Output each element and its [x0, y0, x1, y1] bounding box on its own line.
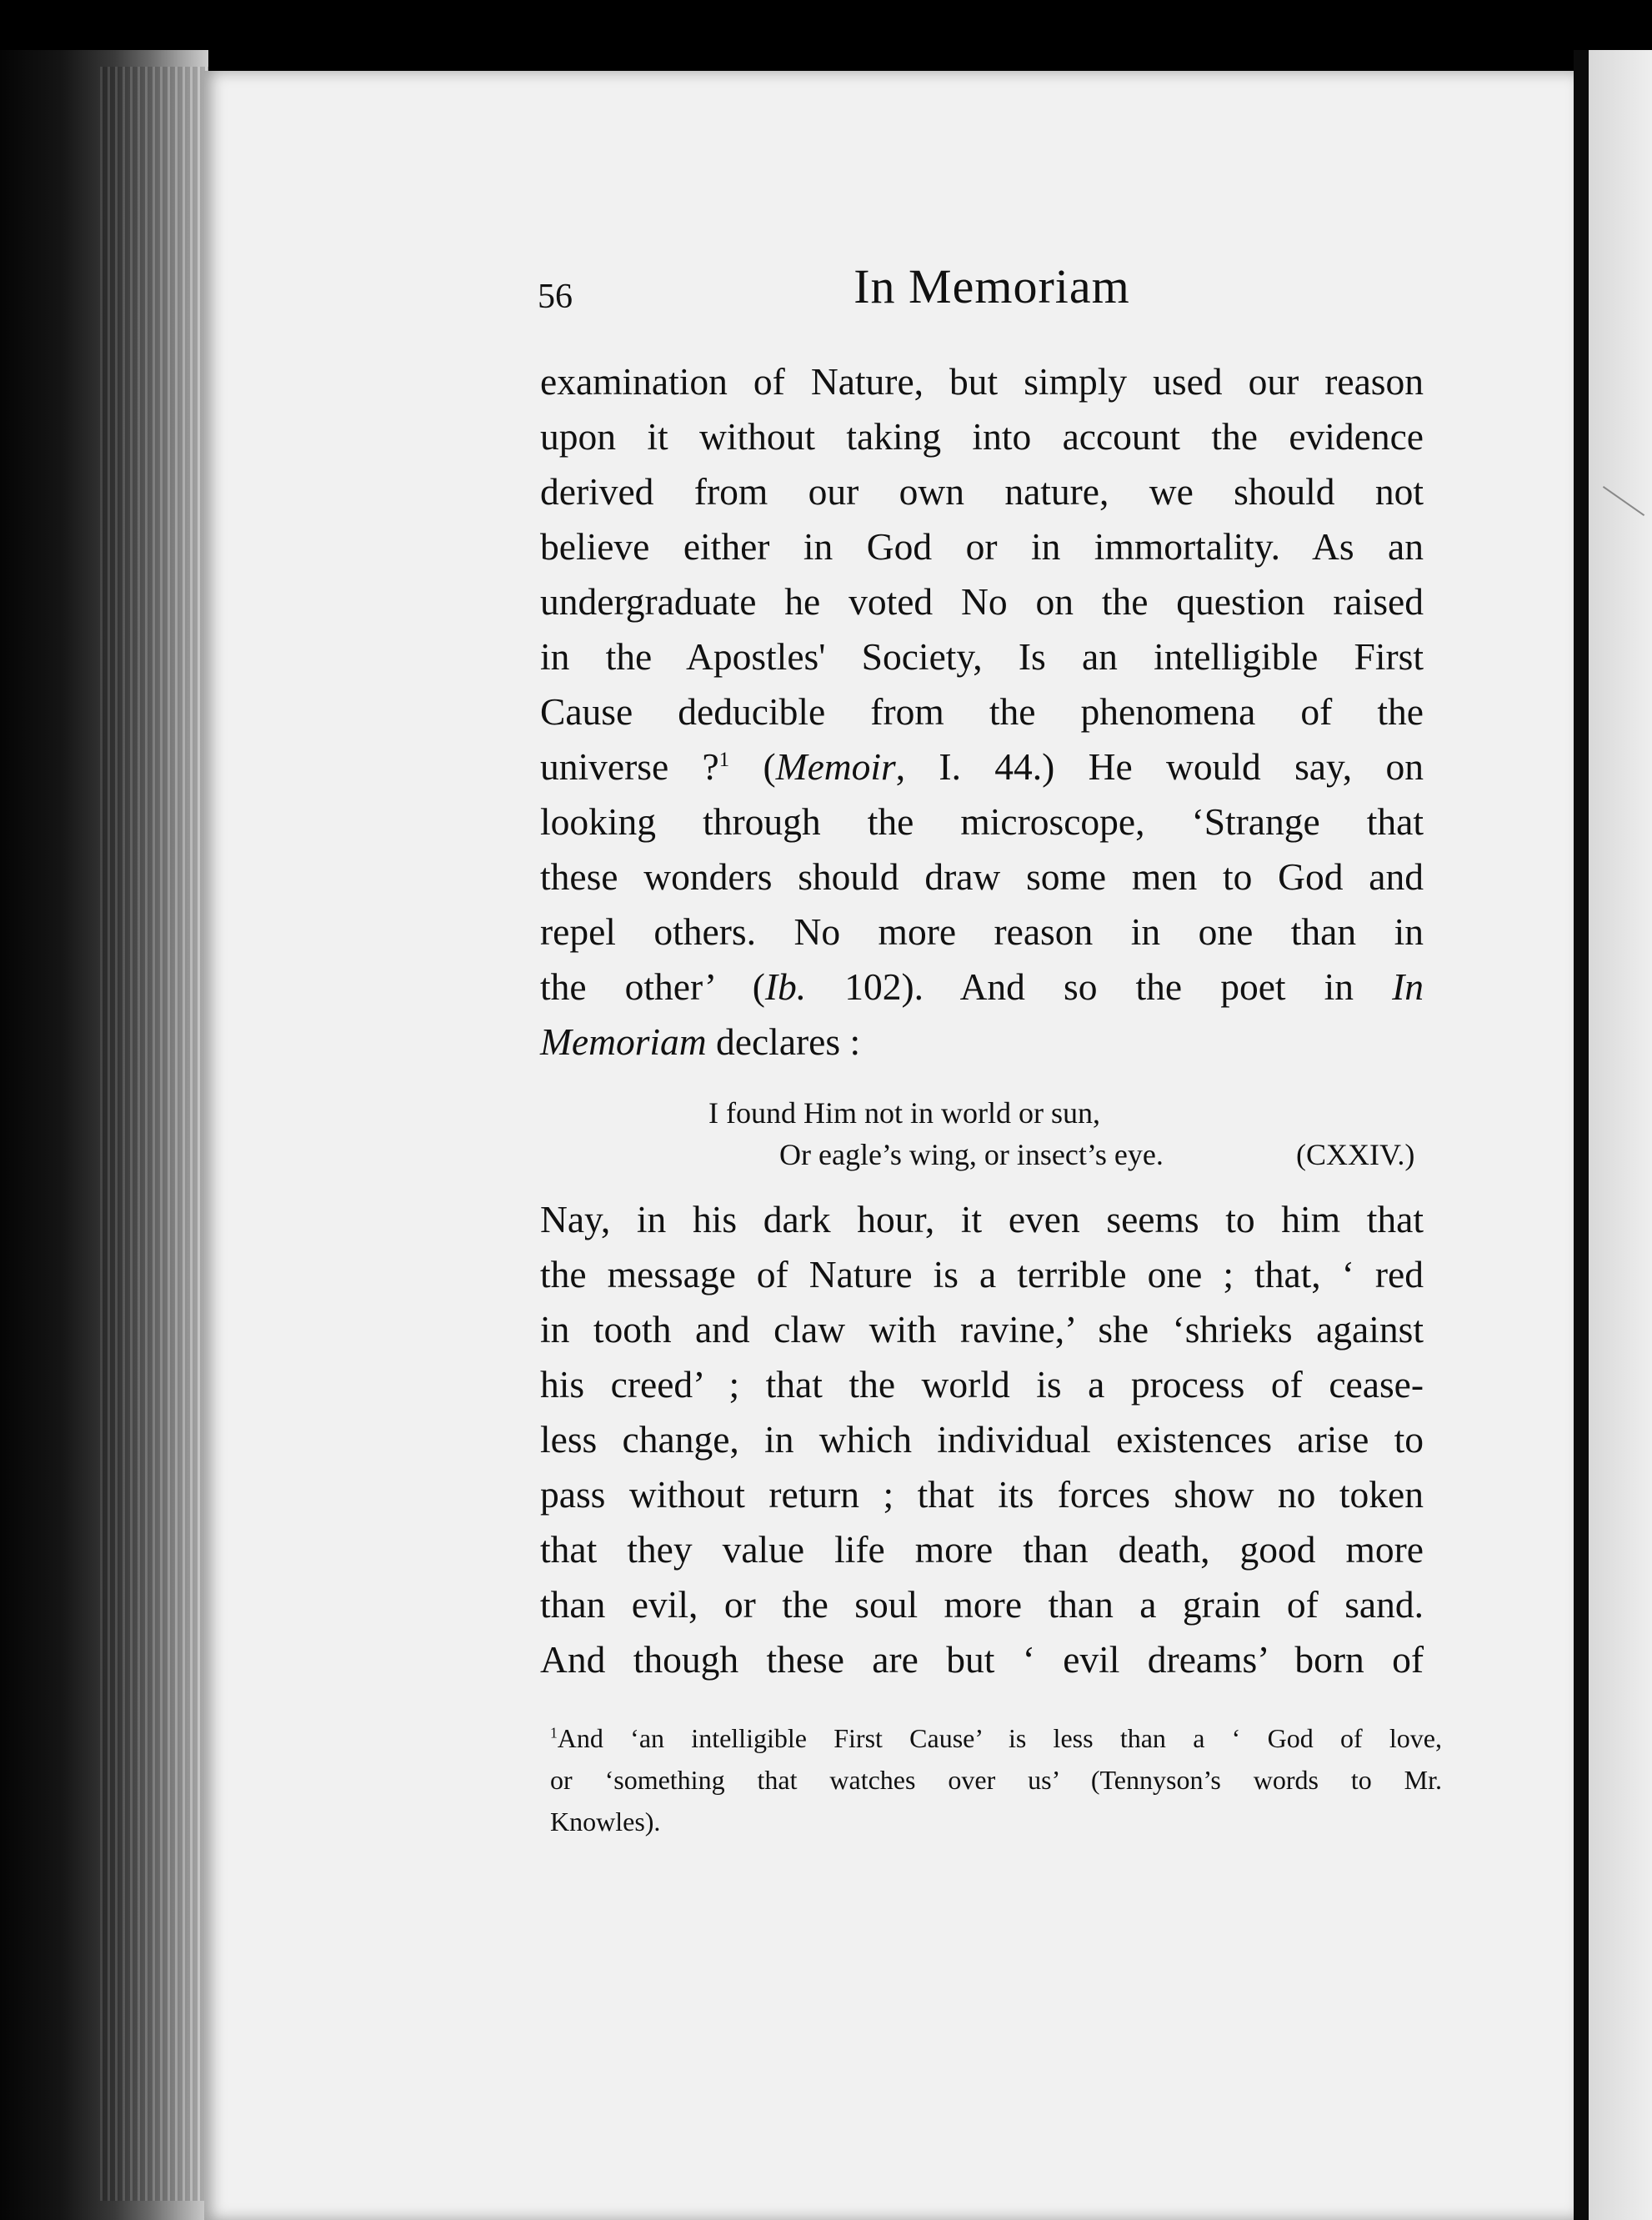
body-line-8	[540, 739, 1424, 794]
body-paragraph-bottom	[540, 1192, 1424, 1687]
body-line-4: believe either in God or in immortality. As an	[540, 525, 1424, 568]
title-in: In	[1392, 965, 1424, 1008]
text-poet: 102). And so the poet in	[806, 965, 1393, 1008]
footnote-marker: 1	[718, 748, 730, 771]
body-line-9: looking through the microscope, ‘Strange that	[540, 800, 1424, 843]
body-line-19: pass without return ; that its forces show no token	[540, 1473, 1424, 1516]
body-line-12	[540, 960, 1424, 1015]
footnote-line-2: or ‘something that watches over us’ (Tennyson’s words to Mr.	[550, 1765, 1442, 1795]
footnote	[550, 1717, 1442, 1842]
body-line-21: than evil, or the soul more than a grain of sand.	[540, 1583, 1424, 1626]
verse-line-2: Or eagle’s wing, or insect’s eye.	[779, 1138, 1164, 1171]
body-line-14: Nay, in his dark hour, it even seems to him that	[540, 1198, 1424, 1240]
text-the-other: the other’ (	[540, 965, 765, 1008]
text-universe: universe ?	[540, 745, 719, 788]
body-line-16: in tooth and claw with ravine,’ she ‘shrieks against	[540, 1308, 1424, 1351]
citation-ib: Ib.	[764, 965, 807, 1008]
page-edge-streaks	[100, 67, 208, 2201]
body-line-20: that they value life more than death, good more	[540, 1528, 1424, 1571]
body-line-7: Cause deducible from the phenomena of the	[540, 690, 1424, 733]
body-paragraph-top	[540, 354, 1424, 1070]
body-line-5: undergraduate he voted No on the question raised	[540, 580, 1424, 623]
body-line-2: upon it without taking into account the evidence	[540, 415, 1424, 458]
body-line-18: less change, in which individual existences arise to	[540, 1418, 1424, 1461]
body-line-10: these wonders should draw some men to God and	[540, 855, 1424, 898]
body-line-1: examination of Nature, but simply used our reason	[540, 360, 1424, 403]
running-head-title: In Memoriam	[854, 259, 1130, 313]
body-line-11: repel others. No more reason in one than in	[540, 910, 1424, 953]
title-memoriam: Memoriam	[540, 1020, 707, 1063]
body-line-3: derived from our own nature, we should not	[540, 470, 1424, 513]
body-line-15: the message of Nature is a terrible one ; that, ‘ red	[540, 1253, 1424, 1295]
facing-page-edge	[1589, 50, 1652, 2220]
verse-reference: (CXXIV.)	[1296, 1138, 1415, 1171]
running-head	[538, 258, 1446, 325]
footnote-line-3: Knowles).	[550, 1807, 661, 1837]
verse-line-1: I found Him not in world or sun,	[708, 1096, 1100, 1130]
footnote-line-1	[550, 1717, 1442, 1759]
body-line-17: his creed’ ; that the world is a process of cease-	[540, 1363, 1424, 1406]
text-paren: (	[729, 745, 776, 788]
citation-memoir: Memoir	[775, 745, 896, 788]
body-line-13	[540, 1015, 1424, 1070]
footnote-text-1: And ‘an intelligible First Cause’ is less than a ‘ God of love,	[557, 1723, 1442, 1753]
text-declares: declares :	[706, 1020, 861, 1063]
body-line-22: And though these are but ‘ evil dreams’ born of	[540, 1638, 1424, 1681]
text-citation-rest: , I. 44.) He would say, on	[895, 745, 1424, 788]
footnote-number: 1	[550, 1724, 558, 1741]
page-number: 56	[538, 278, 573, 316]
body-line-6: in the Apostles' Society, Is an intelligible First	[540, 635, 1424, 678]
page-gutter-shadow	[1574, 50, 1589, 2220]
